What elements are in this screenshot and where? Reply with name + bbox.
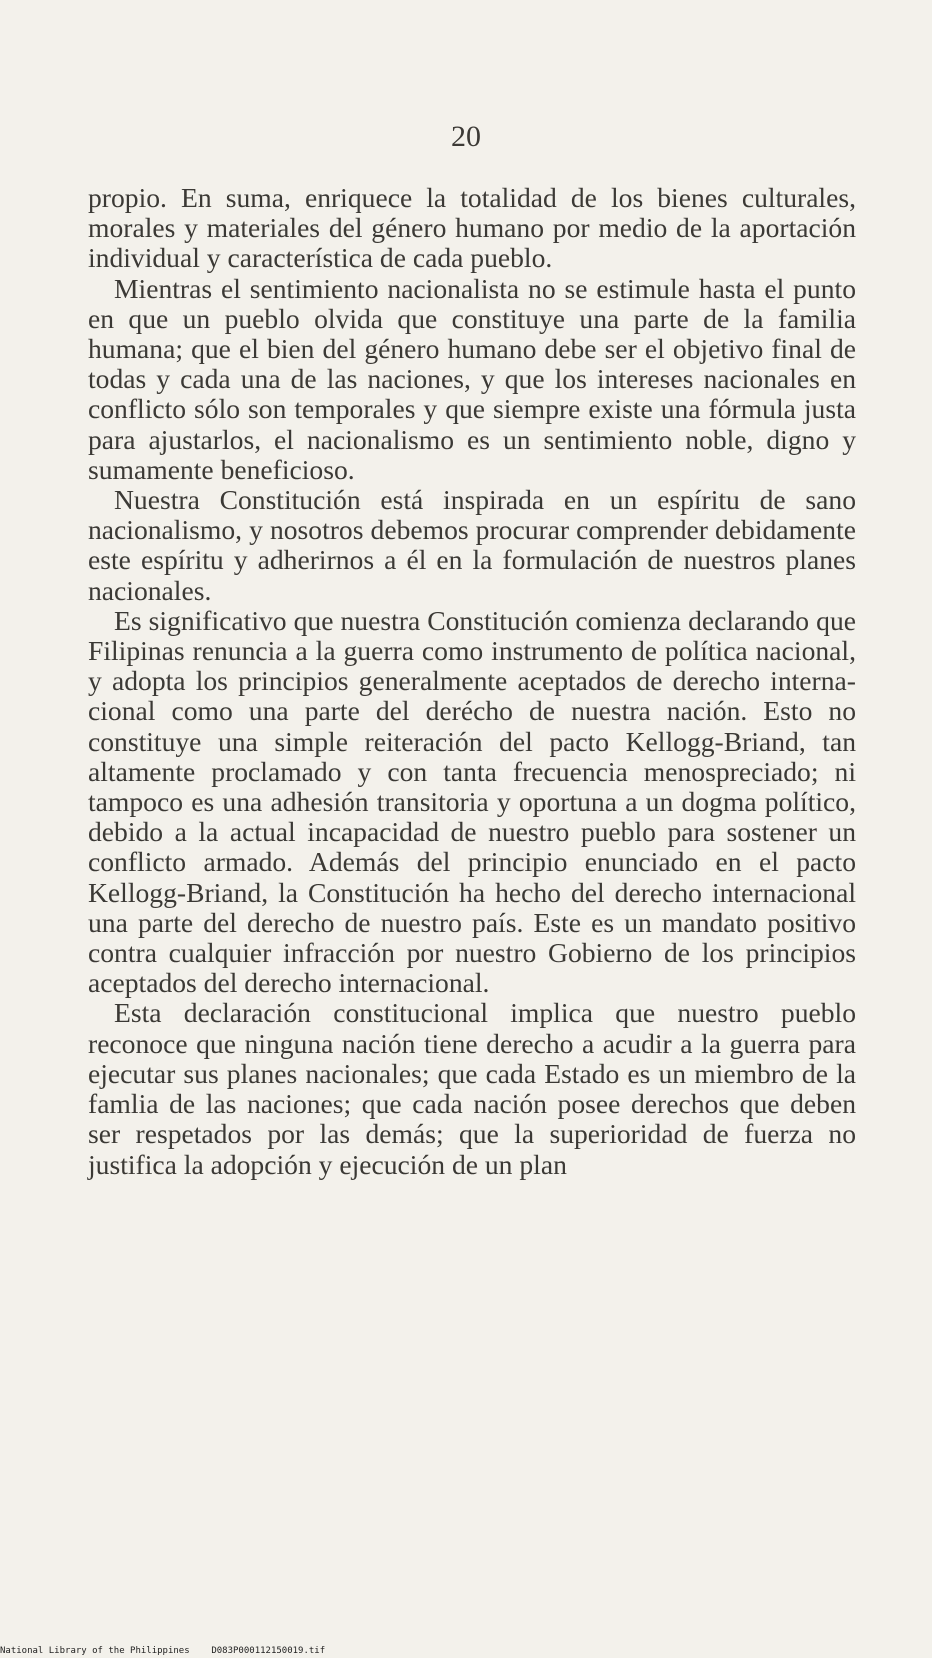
paragraph-constitution: Nuestra Constitución está inspirada en un espíritu de sano nacionalismo, y nosotros debemos procurar comprender debidamente este espíritu y adherirnos a él en la formulación de nuestros planes nacionales. bbox=[88, 484, 856, 606]
paragraph-nationalism: Mientras el sentimiento nacionalista no se estimule hasta el punto en que un pueblo olvida que constituye una parte de la familia humana; que el bien del género humano debe ser el objetivo final de todas y cada una de las naciones, y que los intereses nacionales en conflicto sólo son temporales y que siempre existe una fórmula justa para ajustarlos, el nacionalismo es un sentimiento noble, digno y sumamente beneficioso. bbox=[88, 272, 856, 485]
footer-library: National Library of the Philippines bbox=[0, 1646, 190, 1656]
scan-footer bbox=[0, 1644, 932, 1658]
footer-file-id: D083P000112150019.tif bbox=[211, 1646, 326, 1656]
paragraph-renounce-war: Es significativo que nuestra Constitución comienza declarando que Filipinas renuncia a la guerra como instrumento de política nacional, y adopta los principios generalmente aceptados de derecho internacional como una parte del deréchо de nuestra nación. Esto no constituye una simple reiteración del pacto Kellogg-Briand, tan altamente proclamado y con tanta frecuencia menospreciado; ni tampoco es una adhesión transitoria y oportuna a un dogma político, debido a la actual incapacidad de nuestro pueblo para sostener un conflicto armado. Además del principio enunciado en el pacto Kellogg-Briand, la Constitución ha hecho del derecho internacional una parte del derecho de nuestro país. Este es un mandato positivo contra cualquier infracción por nuestro Gobierno de los principios aceptados del derecho internacional. bbox=[88, 604, 856, 999]
paragraph-declaration: Esta declaración constitucional implica que nuestro pueblo reconoce que ninguna nación tiene derecho a acudir a la guerra para ejecutar sus planes nacionales; que cada Estado es un miembro de la famlia de las naciones; que cada nación posee derechos que deben ser respetados por las demás; que la superioridad de fuerza no justifica la adopción y ejecución de un plan bbox=[88, 997, 856, 1180]
body-text bbox=[88, 183, 856, 1180]
paragraph-continued: propio. En suma, enriquece la totalidad de los bienes culturales, morales y materiales del género humano por medio de la aportación individual y característica de cada pueblo. bbox=[88, 182, 856, 274]
page-number: 20 bbox=[451, 120, 481, 153]
